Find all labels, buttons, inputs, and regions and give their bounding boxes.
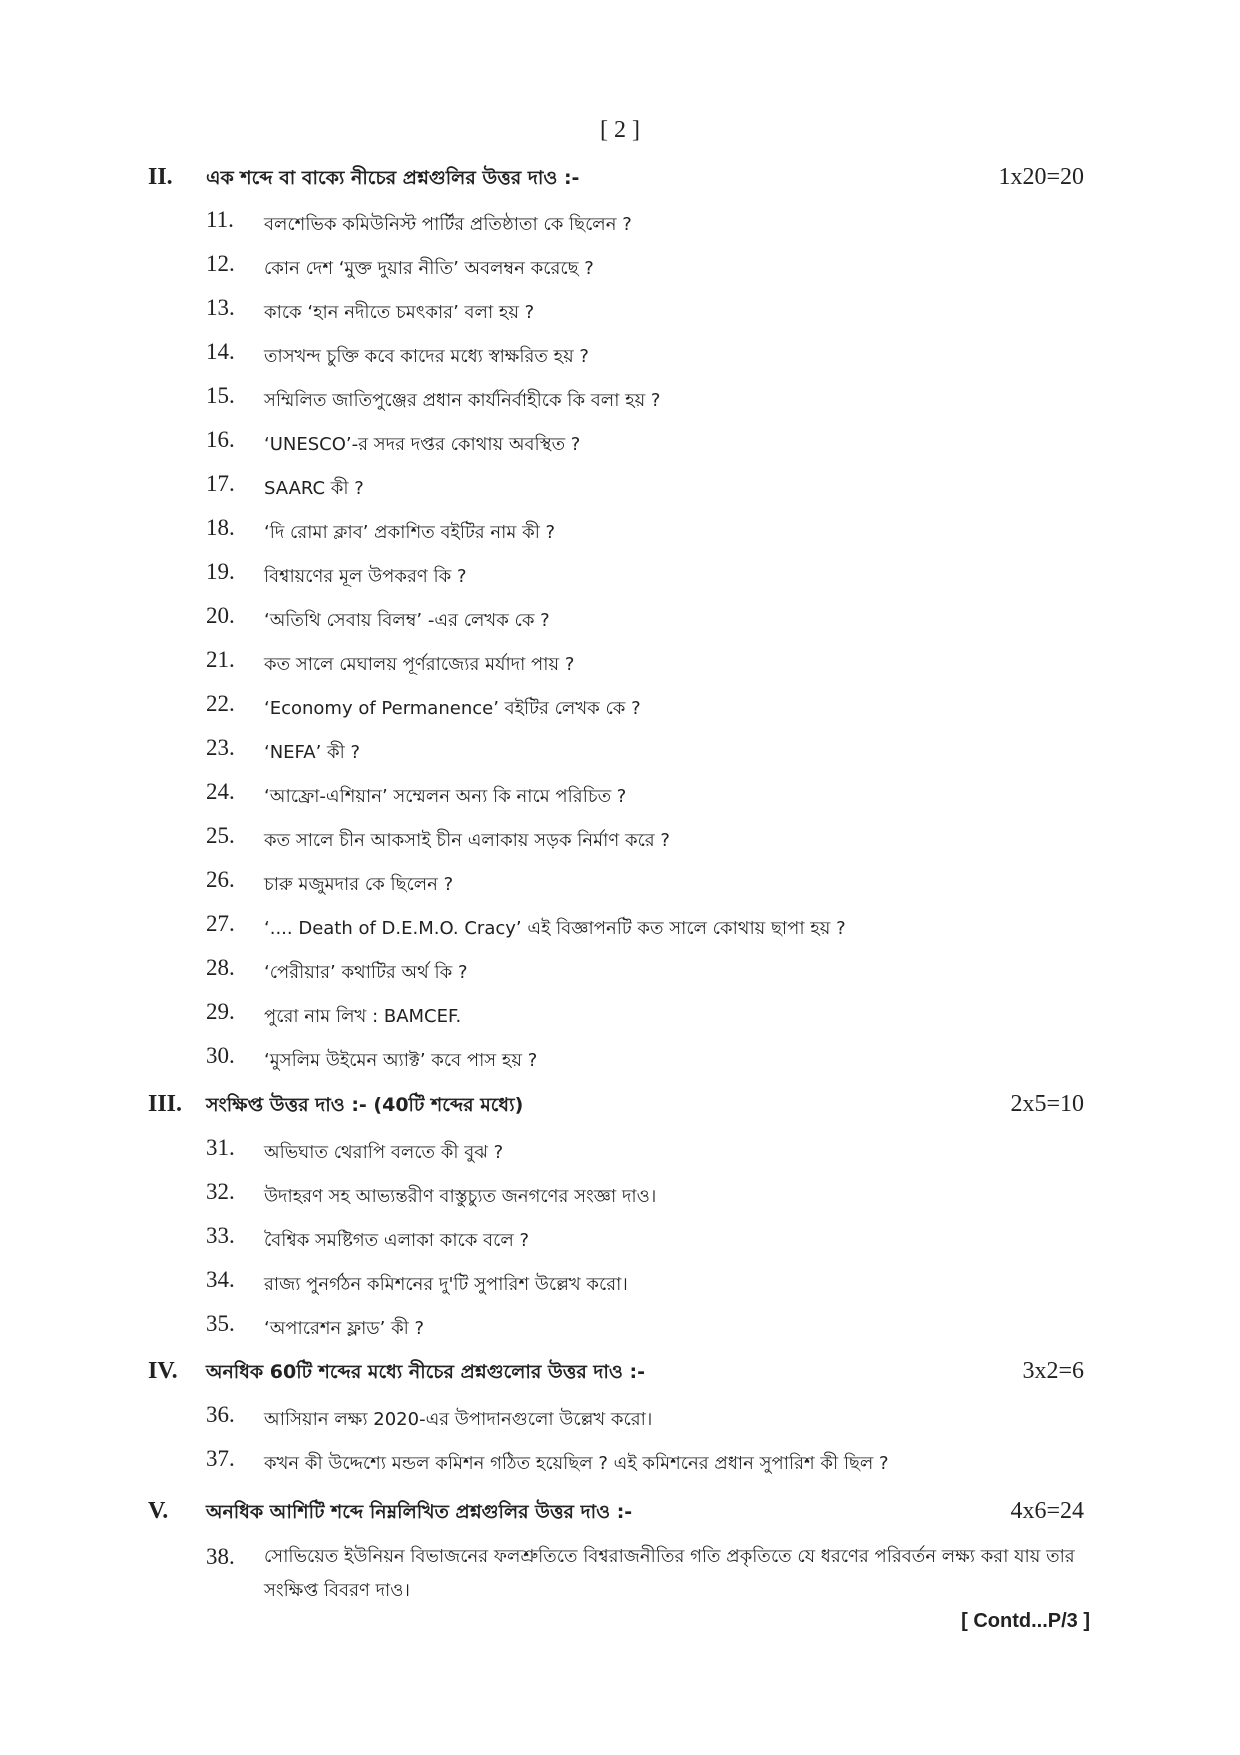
question-number: 22. xyxy=(206,691,235,716)
section-number: II. xyxy=(148,164,173,190)
question-number: 29. xyxy=(206,999,235,1024)
question xyxy=(206,1307,1086,1341)
question-text: সোভিয়েত ইউনিয়ন বিভাজনের ফলশ্রুতিতে বিশ্বরাজনীতির গতি প্রকৃতিতে যে ধরণের পরিবর্তন লক্ষ্য করা যায় তার সংক্ষিপ্ত বিবরণ দাও। xyxy=(264,1546,1075,1601)
question-number: 31. xyxy=(206,1135,235,1160)
section-marks: 2x5=10 xyxy=(1010,1091,1084,1117)
question-text: চারু মজুমদার কে ছিলেন ? xyxy=(264,874,454,895)
question-text: ‘Economy of Permanence’ বইটির লেখক কে ? xyxy=(264,698,641,719)
question-number: 25. xyxy=(206,823,235,848)
question xyxy=(206,819,1086,853)
question xyxy=(206,1442,1086,1476)
question xyxy=(206,247,1086,281)
section-header xyxy=(148,160,1084,194)
question-number: 36. xyxy=(206,1402,235,1427)
question xyxy=(206,335,1086,369)
question-number: 21. xyxy=(206,647,235,672)
question xyxy=(206,1219,1086,1253)
question xyxy=(206,951,1086,985)
question-number: 32. xyxy=(206,1179,235,1204)
question xyxy=(206,863,1086,897)
question xyxy=(206,423,1086,457)
question-number: 23. xyxy=(206,735,235,760)
question xyxy=(206,203,1086,237)
section-number: III. xyxy=(148,1091,183,1117)
question-text: ‘অপারেশন ফ্লাড’ কী ? xyxy=(264,1318,425,1339)
question-number: 18. xyxy=(206,515,235,540)
question-text: পুরো নাম লিখ : BAMCEF. xyxy=(264,1006,462,1027)
question-number: 34. xyxy=(206,1267,235,1292)
question-text: ‘.... Death of D.E.M.O. Cracy’ এই বিজ্ঞাপনটি কত সালে কোথায় ছাপা হয় ? xyxy=(264,918,846,939)
question-text: ‘পেরীয়ার’ কথাটির অর্থ কি ? xyxy=(264,962,468,983)
question-text: ‘মুসলিম উইমেন অ্যাক্ট’ কবে পাস হয় ? xyxy=(264,1050,538,1071)
question-text: কত সালে চীন আকসাই চীন এলাকায় সড়ক নির্মাণ করে ? xyxy=(264,830,670,851)
continued-note: [ Contd...P/3 ] xyxy=(961,1610,1090,1632)
question-text: বৈশ্বিক সমষ্টিগত এলাকা কাকে বলে ? xyxy=(264,1230,530,1251)
question-number: 11. xyxy=(206,207,234,232)
question xyxy=(206,1263,1086,1297)
question xyxy=(206,511,1086,545)
question-number: 19. xyxy=(206,559,235,584)
question xyxy=(206,1398,1086,1432)
question-number: 14. xyxy=(206,339,235,364)
question-number: 16. xyxy=(206,427,235,452)
question xyxy=(206,687,1086,721)
question-number: 24. xyxy=(206,779,235,804)
question-text: রাজ্য পুনর্গঠন কমিশনের দু'টি সুপারিশ উল্লেখ করো। xyxy=(264,1274,628,1295)
question xyxy=(206,1540,1086,1612)
question-text: বলশেভিক কমিউনিস্ট পার্টির প্রতিষ্ঠাতা কে ছিলেন ? xyxy=(264,214,632,235)
question-number: 12. xyxy=(206,251,235,276)
question-text: SAARC কী ? xyxy=(264,478,364,499)
question xyxy=(206,731,1086,765)
question-number: 26. xyxy=(206,867,235,892)
question-text: কত সালে মেঘালয় পূর্ণরাজ্যের মর্যাদা পায় ? xyxy=(264,654,575,675)
section-number: V. xyxy=(148,1498,169,1524)
question-number: 30. xyxy=(206,1043,235,1068)
section-marks: 4x6=24 xyxy=(1010,1498,1084,1524)
question xyxy=(206,907,1086,941)
question-number: 17. xyxy=(206,471,235,496)
question-number: 38. xyxy=(206,1544,235,1569)
question-text: ‘আফ্রো-এশিয়ান’ সম্মেলন অন্য কি নামে পরিচিত ? xyxy=(264,786,627,807)
section-header xyxy=(148,1354,1084,1388)
question-text: বিশ্বায়ণের মূল উপকরণ কি ? xyxy=(264,566,467,587)
section-header xyxy=(148,1087,1084,1121)
question-text: ‘অতিথি সেবায় বিলম্ব’ -এর লেখক কে ? xyxy=(264,610,550,631)
section-instruction: এক শব্দে বা বাক্যে নীচের প্রশ্নগুলির উত্তর দাও :- xyxy=(206,167,580,189)
question-text: ‘UNESCO’-র সদর দপ্তর কোথায় অবস্থিত ? xyxy=(264,434,581,455)
question xyxy=(206,379,1086,413)
question-text: তাসখন্দ চুক্তি কবে কাদের মধ্যে স্বাক্ষরিত হয় ? xyxy=(264,346,589,367)
section-header xyxy=(148,1494,1084,1528)
question-text: কখন কী উদ্দেশ্যে মন্ডল কমিশন গঠিত হয়েছিল ? এই কমিশনের প্রধান সুপারিশ কী ছিল ? xyxy=(264,1453,889,1474)
question xyxy=(206,1039,1086,1073)
question-number: 27. xyxy=(206,911,235,936)
section-marks: 3x2=6 xyxy=(1022,1358,1084,1384)
question xyxy=(206,291,1086,325)
question-text: কোন দেশ ‘মুক্ত দুয়ার নীতি’ অবলম্বন করেছে ? xyxy=(264,258,594,279)
section-number: IV. xyxy=(148,1358,178,1384)
question-text: আসিয়ান লক্ষ্য 2020-এর উপাদানগুলো উল্লেখ করো। xyxy=(264,1409,653,1430)
question-number: 28. xyxy=(206,955,235,980)
question-text: ‘দি রোমা ক্লাব’ প্রকাশিত বইটির নাম কী ? xyxy=(264,522,556,543)
question xyxy=(206,775,1086,809)
question-number: 13. xyxy=(206,295,235,320)
question xyxy=(206,643,1086,677)
section-instruction: সংক্ষিপ্ত উত্তর দাও :- (40টি শব্দের মধ্যে) xyxy=(206,1094,524,1116)
question-text: কাকে ‘হান নদীতে চমৎকার’ বলা হয় ? xyxy=(264,302,535,323)
question xyxy=(206,1131,1086,1165)
question-text: উদাহরণ সহ আভ্যন্তরীণ বাস্তুচ্যুত জনগণের সংজ্ঞা দাও। xyxy=(264,1186,657,1207)
question-number: 20. xyxy=(206,603,235,628)
section-marks: 1x20=20 xyxy=(998,164,1084,190)
question xyxy=(206,555,1086,589)
question xyxy=(206,467,1086,501)
section-instruction: অনধিক আশিটি শব্দে নিম্নলিখিত প্রশ্নগুলির উত্তর দাও :- xyxy=(206,1501,633,1523)
page-number: [ 2 ] xyxy=(600,117,640,143)
question-number: 15. xyxy=(206,383,235,408)
question-number: 35. xyxy=(206,1311,235,1336)
question xyxy=(206,995,1086,1029)
question-text: ‘NEFA’ কী ? xyxy=(264,742,361,763)
question xyxy=(206,1175,1086,1209)
question xyxy=(206,599,1086,633)
question-number: 33. xyxy=(206,1223,235,1248)
question-text: অভিঘাত থেরাপি বলতে কী বুঝ ? xyxy=(264,1142,504,1163)
question-text: সম্মিলিত জাতিপুঞ্জের প্রধান কার্যনির্বাহীকে কি বলা হয় ? xyxy=(264,390,661,411)
question-number: 37. xyxy=(206,1446,235,1471)
section-instruction: অনধিক 60টি শব্দের মধ্যে নীচের প্রশ্নগুলোর উত্তর দাও :- xyxy=(206,1361,645,1383)
